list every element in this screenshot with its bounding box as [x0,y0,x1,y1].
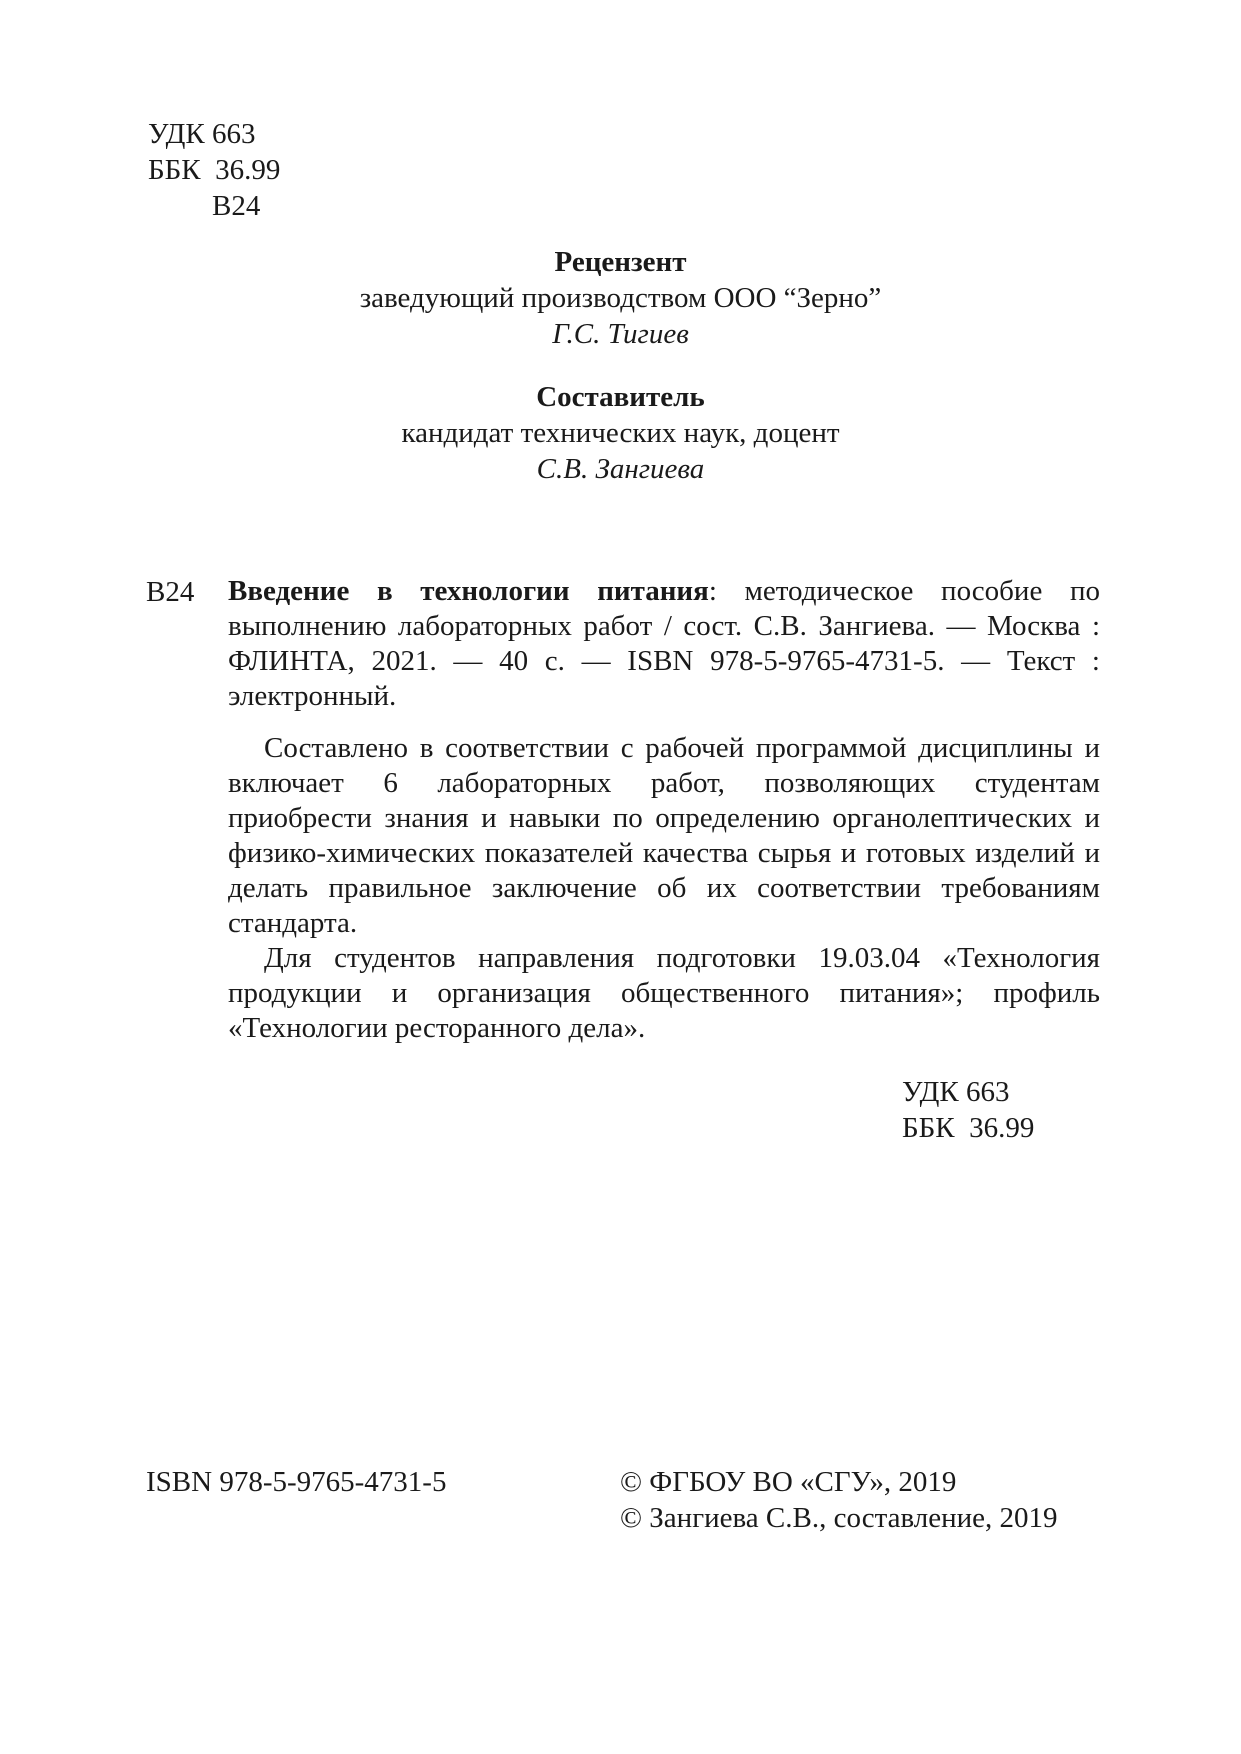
copyright-compiler: © Зангиева С.В., составление, 2019 [620,1502,1058,1534]
annotation-p1-line-2: включает 6 лабораторных работ, позволяющих студентам [228,767,1100,799]
udk-code-bottom: УДК 663 [902,1076,1010,1108]
bibliographic-line-1-rest: : методическое пособие по [708,575,1100,607]
reviewer-name: Г.С. Тигиев [552,318,689,350]
bibliographic-line-1 [228,574,1100,609]
bbk-code-bottom: ББК 36.99 [902,1112,1035,1144]
annotation-p2-line-1: Для студентов направления подготовки 19.03.04 «Технология [264,942,1100,974]
compiler-heading: Составитель [536,381,705,413]
annotation [228,731,1100,1046]
annotation-p1-line-5: делать правильное заключение об их соответствии требованиям [228,872,1100,904]
annotation-p1-line-1: Составлено в соответствии с рабочей программой дисциплины и [264,732,1100,764]
annotation-p1-line-6: стандарта. [228,907,358,939]
author-mark-top: В24 [212,190,261,222]
udk-code-top: УДК 663 [148,118,256,150]
author-mark-entry: В24 [146,576,195,608]
compiler-position: кандидат технических наук, доцент [401,417,840,449]
book-title: Введение в технологии питания [228,575,709,607]
isbn: ISBN 978-5-9765-4731-5 [146,1466,447,1498]
bibliographic-entry [228,574,1100,714]
bibliographic-line-2: выполнению лабораторных работ / сост. С.В. Зангиева. — Москва : [228,610,1100,642]
bibliographic-line-4: электронный. [228,680,397,712]
bibliographic-line-3: ФЛИНТА, 2021. — 40 с. — ISBN 978-5-9765-4731-5. — Текст : [228,645,1100,677]
bbk-code-top: ББК 36.99 [148,154,281,186]
annotation-p1-line-4: физико-химических показателей качества сырья и готовых изделий и [228,837,1100,869]
annotation-p2-line-2: продукции и организация общественного питания»; профиль [228,977,1100,1009]
copyright-university: © ФГБОУ ВО «СГУ», 2019 [620,1466,957,1498]
annotation-p1-line-3: приобрести знания и навыки по определению органолептических и [228,802,1100,834]
annotation-p2-line-3: «Технологии ресторанного дела». [228,1012,646,1044]
compiler-name: С.В. Зангиева [536,453,705,485]
reviewer-heading: Рецензент [554,246,687,278]
reviewer-position: заведующий производством ООО “Зерно” [359,282,882,314]
